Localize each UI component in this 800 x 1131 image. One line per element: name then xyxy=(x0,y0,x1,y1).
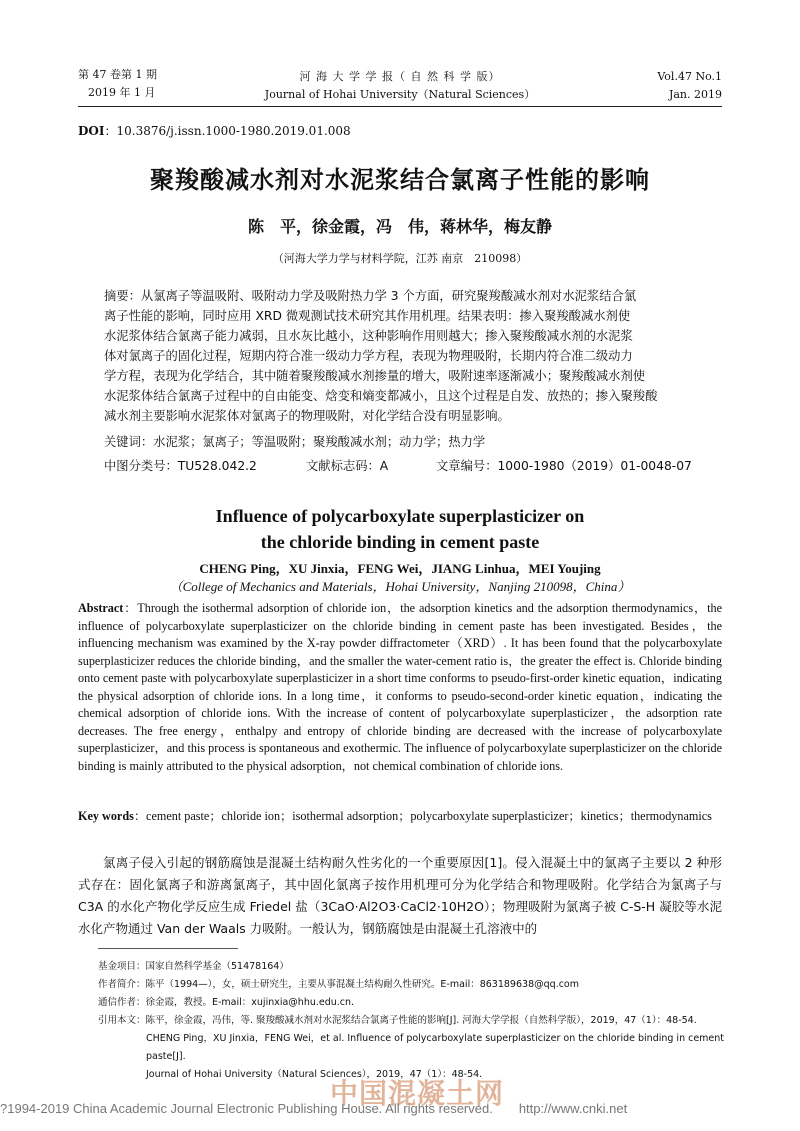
watermark-logo: 中国混凝土网 xyxy=(330,1077,505,1110)
article-number: 文章编号：1000-1980（2019）01-0048-07 xyxy=(436,459,692,473)
journal-name-cn: 河 海 大 学 学 报（ 自 然 科 学 版） xyxy=(299,70,501,83)
footnote-cite-en-2: Journal of Hohai University（Natural Sciences），2019，47（1）：48-54. xyxy=(146,1069,483,1080)
footnote-corresponding: 通信作者：徐金霞，教授。E-mail：xujinxia@hhu.edu.cn. xyxy=(98,997,355,1008)
clc-number: 中图分类号：TU528.042.2 xyxy=(104,459,257,473)
copyright-footer: ?1994-2019 China Academic Journal Electronic Publishing House. All rights reserved. http://www.cnki.net xyxy=(0,1101,628,1116)
article-title-en-line2: the chloride binding in cement paste xyxy=(260,532,540,552)
footnote-rule xyxy=(98,948,238,949)
document-code: 文献标志码：A xyxy=(306,459,389,473)
doi-label: DOI xyxy=(78,124,105,138)
abstract-cn-line: 水泥浆体结合氯离子能力减弱，且水灰比越小，这种影响作用则越大；掺入聚羧酸减水剂的水泥浆 xyxy=(104,329,633,343)
header-rule xyxy=(78,106,722,107)
abstract-en-text: ：Through the isothermal adsorption of chloride ion，the adsorption kinetics and the adsorption thermodynamics，the influence of polycarboxylate superplasticizer on the chloride binding in cement paste has been investigated. Besides，the influencing mechanism was examined by the X-ray powder diffractometer（XRD）. It has been found that the polycarboxylate superplasticizer reduces the chloride binding，and the smaller the water-cement ratio is，the greater the effect is. Chloride binding onto cement paste with polycarboxylate superplasticizer in a short time conforms to pseudo-first-order kinetic equation，indicating the physical adsorption of chloride ions. In a long time，it conforms to pseudo-second-order kinetic equation，indicating the chemical adsorption of chloride ions. With the increase of content of polycarboxylate superplasticizer，the adsorption rate decreases. The free energy，enthalpy and entropy of chloride binding are decreased with the increase of polycarboxylate superplasticizer，and this process is spontaneous and exothermic. The influence of polycarboxylate superplasticizer on the chloride binding is mainly attributed to the physical adsorption，not chemical combination of chloride ions. xyxy=(78,601,722,773)
volume-issue: 第 47 卷第 1 期 xyxy=(78,68,157,81)
article-title-en-line1: Influence of polycarboxylate superplasticizer on xyxy=(215,506,585,526)
abstract-en xyxy=(78,600,722,775)
footnote-cite-en-1: CHENG Ping，XU Jinxia，FENG Wei，et al. Influence of polycarboxylate superplasticizer on the chloride binding in cement paste[J]. xyxy=(146,1033,725,1062)
footnote-cite-cn: 引用本文：陈平，徐金霞，冯伟，等. 聚羧酸减水剂对水泥浆结合氯离子性能的影响[J]. 河海大学学报（自然科学版），2019，47（1）：48-54. xyxy=(98,1015,697,1026)
doi-line xyxy=(78,122,351,139)
body-paragraph: 氯离子侵入引起的钢筋腐蚀是混凝土结构耐久性劣化的一个重要原因[1]。侵入混凝土中的氯离子主要以 2 种形式存在：固化氯离子和游离氯离子，其中固化氯离子按作用机理可分为化学结合和物理吸附。化学结合为氯离子与 C3A 的水化产物化学反应生成 Friedel 盐（3CaO·Al2O3·CaCl2·10H2O）；物理吸附为氯离子被 C-S-H 凝胶等水泥水化产物通过 Van der Waals 力吸附。一般认为，钢筋腐蚀是由混凝土孔溶液中的 xyxy=(78,855,722,936)
article-title-cn: 聚羧酸减水剂对水泥浆结合氯离子性能的影响 xyxy=(150,166,650,194)
abstract-cn-line: 体对氯离子的固化过程，短期内符合准一级动力学方程，表现为物理吸附，长期内符合准二级动力 xyxy=(104,349,633,363)
abstract-cn-line: 水泥浆体结合氯离子过程中的自由能变、焓变和熵变都减小，且这个过程是自发、放热的；掺入聚羧酸 xyxy=(104,389,658,403)
abstract-cn xyxy=(104,286,724,426)
abstract-cn-line: 离子性能的影响，同时应用 XRD 微观测试技术研究其作用机理。结果表明：掺入聚羧酸减水剂使 xyxy=(104,309,631,323)
abstract-cn-line: 减水剂主要影响水泥浆体对氯离子的物理吸附，对化学结合没有明显影响。 xyxy=(104,409,510,423)
affiliation-cn: （河海大学力学与材料学院，江苏 南京 210098） xyxy=(272,252,528,265)
doi-value: ：10.3876/j.issn.1000-1980.2019.01.008 xyxy=(104,124,351,138)
footnote-fund: 基金项目：国家自然科学基金（51478164） xyxy=(98,961,289,972)
footnote-author: 作者简介：陈平（1994—），女，硕士研究生，主要从事混凝土结构耐久性研究。E-mail：863189638@qq.com xyxy=(98,979,579,990)
keywords-en-text: ：cement paste；chloride ion；isothermal adsorption；polycarboxylate superplasticizer；kinetics；thermodynamics xyxy=(133,809,712,823)
authors-en: CHENG Ping，XU Jinxia，FENG Wei，JIANG Linhua，MEI Youjing xyxy=(199,561,601,576)
footnotes xyxy=(98,958,738,1084)
abstract-en-label: Abstract xyxy=(78,601,124,615)
issue-date-cn: 2019 年 1 月 xyxy=(88,86,156,99)
volume-number-en: Vol.47 No.1 xyxy=(657,70,722,83)
journal-name-en: Journal of Hohai University（Natural Sciences） xyxy=(264,88,536,101)
keywords-cn: 关键词：水泥浆；氯离子；等温吸附；聚羧酸减水剂；动力学；热力学 xyxy=(104,435,486,449)
abstract-cn-line: 学方程，表现为化学结合，其中随着聚羧酸减水剂掺量的增大，吸附速率逐渐减小；聚羧酸减水剂使 xyxy=(104,369,646,383)
abstract-cn-line: 摘要：从氯离子等温吸附、吸附动力学及吸附热力学 3 个方面，研究聚羧酸减水剂对水泥浆结合氯 xyxy=(104,289,637,303)
affiliation-en: （College of Mechanics and Materials，Hohai University，Nanjing 210098，China） xyxy=(169,579,631,594)
keywords-en-label: Key words xyxy=(78,809,134,823)
authors-cn: 陈 平，徐金霞，冯 伟，蒋林华，梅友静 xyxy=(247,217,552,236)
keywords-en xyxy=(78,808,722,826)
issue-date-en: Jan. 2019 xyxy=(668,88,722,101)
